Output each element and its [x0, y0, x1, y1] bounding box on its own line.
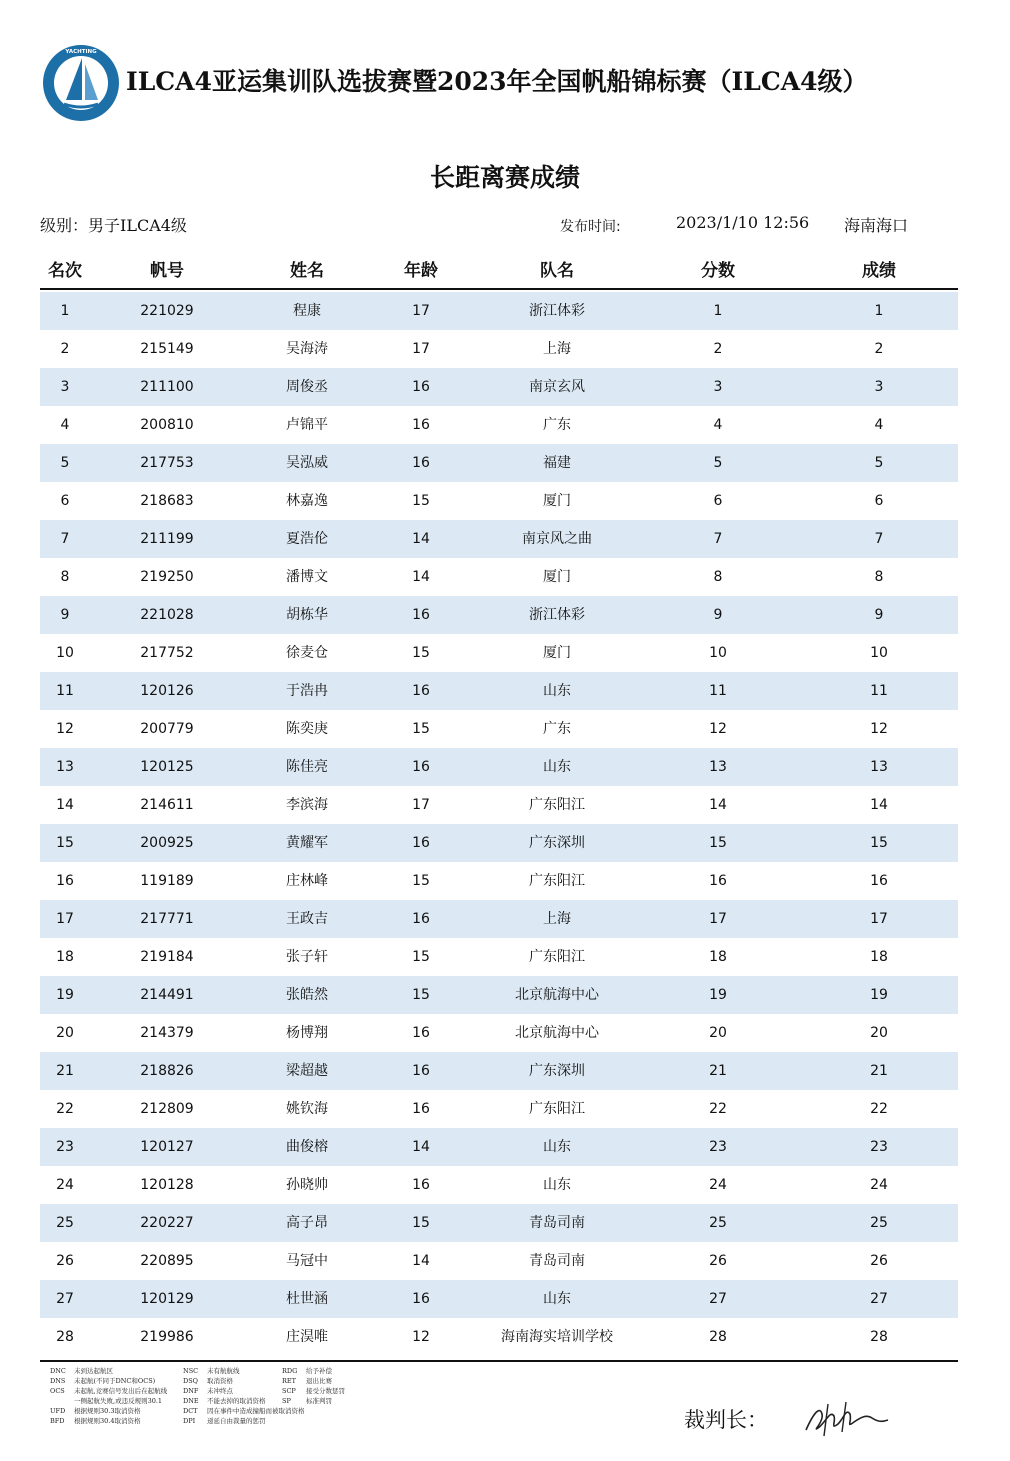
legend-desc: 因在事件中造成撞船而被取消资格	[207, 1407, 305, 1415]
result-cell: 21	[870, 1063, 888, 1079]
legend-code: RDG	[282, 1367, 298, 1375]
table-row	[40, 1014, 958, 1052]
rank-cell: 25	[56, 1215, 74, 1231]
table-row	[40, 596, 958, 634]
sail-number-cell: 214611	[140, 797, 194, 813]
event-title: ILCA4亚运集训队选拔赛暨2023年全国帆船锦标赛（ILCA4级）	[126, 67, 868, 96]
footer-rule	[40, 1360, 958, 1362]
points-cell: 2	[713, 341, 723, 357]
points-cell: 8	[713, 569, 723, 585]
team-cell: 厦门	[543, 569, 571, 585]
publish-time: 2023/1/10 12:56	[676, 213, 810, 232]
table-row	[40, 1318, 958, 1356]
result-cell: 15	[870, 835, 888, 851]
legend-code: DNF	[183, 1387, 199, 1395]
age-cell: 17	[412, 341, 430, 357]
table-row	[40, 710, 958, 748]
rank-cell: 16	[56, 873, 74, 889]
name-cell: 高子昂	[286, 1215, 328, 1231]
rank-cell: 7	[60, 531, 70, 547]
legend-column-1	[50, 1366, 167, 1426]
sail-number-cell: 221028	[140, 607, 194, 623]
age-cell: 12	[412, 1329, 430, 1345]
points-cell: 25	[709, 1215, 727, 1231]
col-result-header: 成绩	[862, 261, 896, 281]
col-rank-header: 名次	[48, 261, 82, 281]
points-cell: 4	[713, 417, 723, 433]
table-row	[40, 1280, 958, 1318]
result-cell: 11	[870, 683, 888, 699]
name-cell: 周俊丞	[286, 379, 328, 395]
age-cell: 14	[412, 1139, 430, 1155]
team-cell: 厦门	[543, 645, 571, 661]
legend-desc: 递延自由裁量的惩罚	[207, 1417, 266, 1425]
age-cell: 16	[412, 759, 430, 775]
age-cell: 17	[412, 797, 430, 813]
sail-number-cell: 120126	[140, 683, 194, 699]
rank-cell: 26	[56, 1253, 74, 1269]
name-cell: 徐麦仓	[286, 645, 328, 661]
col-points-header: 分数	[701, 261, 735, 281]
legend-column-3	[282, 1366, 345, 1406]
legend-desc: 未冲终点	[207, 1387, 233, 1395]
legend-code: DCT	[183, 1407, 198, 1415]
age-cell: 16	[412, 911, 430, 927]
table-row	[40, 976, 958, 1014]
name-cell: 程康	[293, 303, 321, 319]
name-cell: 马冠中	[286, 1253, 328, 1269]
rank-cell: 11	[56, 683, 74, 699]
rank-cell: 17	[56, 911, 74, 927]
sail-number-cell: 200779	[140, 721, 194, 737]
result-cell: 24	[870, 1177, 888, 1193]
result-cell: 7	[874, 531, 884, 547]
table-row	[40, 900, 958, 938]
legend-code: UFD	[50, 1407, 66, 1415]
name-cell: 杜世涵	[286, 1291, 328, 1307]
rank-cell: 12	[56, 721, 74, 737]
age-cell: 15	[412, 721, 430, 737]
points-cell: 24	[709, 1177, 727, 1193]
team-cell: 广东	[543, 417, 571, 433]
legend-desc: 未起航(不同于DNC和OCS)	[74, 1377, 156, 1385]
points-cell: 5	[713, 455, 723, 471]
legend-item	[50, 1366, 167, 1376]
legend-desc: 标准判罚	[306, 1397, 332, 1405]
age-cell: 16	[412, 607, 430, 623]
legend-code: DPI	[183, 1417, 196, 1425]
team-cell: 福建	[543, 455, 571, 471]
points-cell: 28	[709, 1329, 727, 1345]
result-cell: 25	[870, 1215, 888, 1231]
sail-number-cell: 120127	[140, 1139, 194, 1155]
sail-number-cell: 219184	[140, 949, 194, 965]
legend-item	[282, 1396, 345, 1406]
svg-text:YACHTING: YACHTING	[65, 49, 97, 55]
name-cell: 孙晓帅	[286, 1177, 328, 1193]
age-cell: 16	[412, 1063, 430, 1079]
rank-cell: 6	[60, 493, 70, 509]
sail-number-cell: 214379	[140, 1025, 194, 1041]
team-cell: 南京风之曲	[522, 531, 592, 547]
legend-code: RET	[282, 1377, 296, 1385]
team-cell: 山东	[543, 1291, 571, 1307]
result-cell: 2	[874, 341, 884, 357]
points-cell: 20	[709, 1025, 727, 1041]
team-cell: 山东	[543, 759, 571, 775]
rank-cell: 1	[60, 303, 70, 319]
table-row	[40, 444, 958, 482]
legend-code: SCP	[282, 1387, 296, 1395]
name-cell: 夏浩伦	[286, 531, 328, 547]
age-cell: 16	[412, 379, 430, 395]
table-row	[40, 368, 958, 406]
sail-number-cell: 211100	[140, 379, 194, 395]
legend-desc: 给予补偿	[306, 1367, 332, 1375]
age-cell: 15	[412, 493, 430, 509]
team-cell: 青岛司南	[529, 1215, 585, 1231]
result-cell: 5	[874, 455, 884, 471]
rank-cell: 28	[56, 1329, 74, 1345]
sail-number-cell: 219250	[140, 569, 194, 585]
age-cell: 17	[412, 303, 430, 319]
points-cell: 13	[709, 759, 727, 775]
rank-cell: 2	[60, 341, 70, 357]
name-cell: 卢锦平	[286, 417, 328, 433]
rank-cell: 4	[60, 417, 70, 433]
name-cell: 张子轩	[286, 949, 328, 965]
location: 海南海口	[844, 216, 909, 235]
rank-cell: 13	[56, 759, 74, 775]
legend-desc: 一侧起航失败,或违反规则30.1	[74, 1397, 163, 1405]
points-cell: 23	[709, 1139, 727, 1155]
result-cell: 8	[874, 569, 884, 585]
legend-desc: 不能去掉的取消资格	[207, 1397, 266, 1405]
name-cell: 黄耀军	[286, 835, 328, 851]
name-cell: 吴海涛	[286, 341, 328, 357]
sail-number-cell: 217752	[140, 645, 194, 661]
age-cell: 15	[412, 1215, 430, 1231]
table-row	[40, 330, 958, 368]
rank-cell: 24	[56, 1177, 74, 1193]
sail-number-cell: 200925	[140, 835, 194, 851]
name-cell: 潘博文	[286, 569, 328, 585]
result-cell: 23	[870, 1139, 888, 1155]
rank-cell: 27	[56, 1291, 74, 1307]
legend-desc: 未到达起航区	[74, 1367, 113, 1375]
table-row	[40, 748, 958, 786]
legend-desc: 未有航航线	[207, 1367, 240, 1375]
rank-cell: 18	[56, 949, 74, 965]
result-cell: 12	[870, 721, 888, 737]
points-cell: 12	[709, 721, 727, 737]
table-row	[40, 1052, 958, 1090]
sail-number-cell: 119189	[140, 873, 194, 889]
age-cell: 16	[412, 1177, 430, 1193]
team-cell: 山东	[543, 1139, 571, 1155]
team-cell: 海南海实培训学校	[501, 1329, 613, 1345]
legend-item	[50, 1386, 167, 1396]
legend-desc: 接受分数惩罚	[306, 1387, 345, 1395]
age-cell: 16	[412, 417, 430, 433]
team-cell: 山东	[543, 1177, 571, 1193]
name-cell: 王政吉	[286, 911, 328, 927]
legend-desc: 取消资格	[207, 1377, 233, 1385]
rank-cell: 5	[60, 455, 70, 471]
name-cell: 于浩冉	[286, 683, 328, 699]
table-row	[40, 938, 958, 976]
table-row	[40, 520, 958, 558]
age-cell: 15	[412, 873, 430, 889]
class-label: 级别：男子ILCA4级	[40, 216, 187, 235]
name-cell: 姚钦海	[286, 1101, 328, 1117]
points-cell: 17	[709, 911, 727, 927]
rank-cell: 8	[60, 569, 70, 585]
results-table	[40, 292, 958, 1356]
team-cell: 北京航海中心	[515, 987, 599, 1003]
points-cell: 18	[709, 949, 727, 965]
name-cell: 胡栋华	[286, 607, 328, 623]
result-cell: 1	[874, 303, 884, 319]
legend-code: DNC	[50, 1367, 66, 1375]
points-cell: 6	[713, 493, 723, 509]
name-cell: 李滨海	[286, 797, 328, 813]
legend-item	[282, 1366, 345, 1376]
result-cell: 3	[874, 379, 884, 395]
points-cell: 1	[713, 303, 723, 319]
rank-cell: 10	[56, 645, 74, 661]
col-name-header: 姓名	[290, 261, 324, 281]
age-cell: 14	[412, 1253, 430, 1269]
legend-desc: 未起航,竞赛信号发出后在起航线	[74, 1387, 168, 1395]
points-cell: 26	[709, 1253, 727, 1269]
age-cell: 16	[412, 683, 430, 699]
sail-number-cell: 218826	[140, 1063, 194, 1079]
result-cell: 17	[870, 911, 888, 927]
sail-number-cell: 211199	[140, 531, 194, 547]
sail-number-cell: 200810	[140, 417, 194, 433]
table-row	[40, 482, 958, 520]
legend-desc: 根据规则30.3取消资格	[74, 1407, 141, 1415]
legend-item	[282, 1376, 345, 1386]
table-row	[40, 1128, 958, 1166]
table-row	[40, 1166, 958, 1204]
page-title: 长距离赛成绩	[429, 163, 580, 192]
table-row	[40, 634, 958, 672]
legend-code: DNS	[50, 1377, 66, 1385]
age-cell: 14	[412, 531, 430, 547]
team-cell: 广东阳江	[529, 949, 585, 965]
table-row	[40, 1204, 958, 1242]
points-cell: 10	[709, 645, 727, 661]
header-rule	[40, 288, 958, 290]
age-cell: 15	[412, 645, 430, 661]
legend-item	[50, 1376, 167, 1386]
rank-cell: 19	[56, 987, 74, 1003]
points-cell: 15	[709, 835, 727, 851]
age-cell: 14	[412, 569, 430, 585]
name-cell: 陈奕庚	[286, 721, 328, 737]
name-cell: 曲俊榕	[286, 1139, 328, 1155]
team-cell: 南京玄风	[529, 379, 585, 395]
col-team-header: 队名	[540, 261, 574, 281]
result-cell: 26	[870, 1253, 888, 1269]
legend-item	[183, 1416, 305, 1426]
name-cell: 庄林峰	[286, 873, 328, 889]
sailboat-logo-icon	[42, 44, 120, 122]
result-cell: 13	[870, 759, 888, 775]
legend-item	[50, 1406, 167, 1416]
sail-number-cell: 214491	[140, 987, 194, 1003]
table-row	[40, 406, 958, 444]
legend-item	[282, 1386, 345, 1396]
association-logo	[42, 44, 120, 122]
sail-number-cell: 120125	[140, 759, 194, 775]
result-cell: 4	[874, 417, 884, 433]
sail-number-cell: 220895	[140, 1253, 194, 1269]
result-cell: 20	[870, 1025, 888, 1041]
judge-label: 裁判长：	[684, 1408, 768, 1432]
table-row	[40, 862, 958, 900]
table-row	[40, 558, 958, 596]
legend-code: SP	[282, 1397, 291, 1405]
team-cell: 广东阳江	[529, 1101, 585, 1117]
age-cell: 16	[412, 1025, 430, 1041]
age-cell: 15	[412, 949, 430, 965]
team-cell: 上海	[543, 911, 571, 927]
team-cell: 北京航海中心	[515, 1025, 599, 1041]
col-sail-header: 帆号	[150, 261, 184, 281]
result-cell: 16	[870, 873, 888, 889]
rank-cell: 20	[56, 1025, 74, 1041]
name-cell: 林嘉逸	[286, 493, 328, 509]
result-cell: 22	[870, 1101, 888, 1117]
name-cell: 张皓然	[286, 987, 328, 1003]
legend-item	[50, 1396, 167, 1406]
result-cell: 27	[870, 1291, 888, 1307]
table-row	[40, 1242, 958, 1280]
legend-item	[183, 1406, 305, 1416]
name-cell: 陈佳亮	[286, 759, 328, 775]
rank-cell: 22	[56, 1101, 74, 1117]
table-row	[40, 672, 958, 710]
team-cell: 广东阳江	[529, 797, 585, 813]
result-cell: 18	[870, 949, 888, 965]
table-header	[40, 256, 958, 281]
result-cell: 19	[870, 987, 888, 1003]
team-cell: 广东阳江	[529, 873, 585, 889]
points-cell: 9	[713, 607, 723, 623]
age-cell: 16	[412, 1101, 430, 1117]
result-cell: 6	[874, 493, 884, 509]
sail-number-cell: 218683	[140, 493, 194, 509]
team-cell: 浙江体彩	[529, 303, 585, 319]
legend-code: DSQ	[183, 1377, 198, 1385]
publish-label: 发布时间:	[560, 219, 621, 235]
legend-code: NSC	[183, 1367, 199, 1375]
team-cell: 广东深圳	[529, 835, 585, 851]
legend-code: BFD	[50, 1417, 65, 1425]
points-cell: 27	[709, 1291, 727, 1307]
points-cell: 3	[713, 379, 723, 395]
points-cell: 19	[709, 987, 727, 1003]
points-cell: 22	[709, 1101, 727, 1117]
result-cell: 10	[870, 645, 888, 661]
age-cell: 16	[412, 455, 430, 471]
age-cell: 15	[412, 987, 430, 1003]
rank-cell: 9	[60, 607, 70, 623]
sail-number-cell: 221029	[140, 303, 194, 319]
legend-code: OCS	[50, 1387, 65, 1395]
team-cell: 上海	[543, 341, 571, 357]
team-cell: 浙江体彩	[529, 607, 585, 623]
sail-number-cell: 217771	[140, 911, 194, 927]
rank-cell: 3	[60, 379, 70, 395]
sail-number-cell: 219986	[140, 1329, 194, 1345]
age-cell: 16	[412, 835, 430, 851]
table-row	[40, 1090, 958, 1128]
team-cell: 广东	[543, 721, 571, 737]
rank-cell: 23	[56, 1139, 74, 1155]
rank-cell: 14	[56, 797, 74, 813]
result-cell: 9	[874, 607, 884, 623]
name-cell: 梁超越	[286, 1063, 328, 1079]
legend-desc: 根据规则30.4取消资格	[74, 1417, 141, 1425]
table-row	[40, 824, 958, 862]
points-cell: 16	[709, 873, 727, 889]
sail-number-cell: 120129	[140, 1291, 194, 1307]
team-cell: 山东	[543, 683, 571, 699]
sail-number-cell: 220227	[140, 1215, 194, 1231]
result-cell: 14	[870, 797, 888, 813]
points-cell: 21	[709, 1063, 727, 1079]
sail-number-cell: 215149	[140, 341, 194, 357]
team-cell: 青岛司南	[529, 1253, 585, 1269]
name-cell: 庄淏唯	[286, 1329, 328, 1345]
sail-number-cell: 212809	[140, 1101, 194, 1117]
points-cell: 11	[709, 683, 727, 699]
points-cell: 14	[709, 797, 727, 813]
judge-signature	[800, 1392, 890, 1442]
col-age-header: 年龄	[404, 261, 438, 281]
points-cell: 7	[713, 531, 723, 547]
name-cell: 杨博翔	[286, 1025, 328, 1041]
rank-cell: 15	[56, 835, 74, 851]
table-row	[40, 292, 958, 330]
sail-number-cell: 217753	[140, 455, 194, 471]
rank-cell: 21	[56, 1063, 74, 1079]
age-cell: 16	[412, 1291, 430, 1307]
table-row	[40, 786, 958, 824]
team-cell: 厦门	[543, 493, 571, 509]
result-cell: 28	[870, 1329, 888, 1345]
legend-item	[50, 1416, 167, 1426]
team-cell: 广东深圳	[529, 1063, 585, 1079]
sail-number-cell: 120128	[140, 1177, 194, 1193]
legend-code: DNE	[183, 1397, 199, 1405]
name-cell: 吴泓威	[286, 455, 328, 471]
legend-desc: 退出比赛	[306, 1377, 332, 1385]
